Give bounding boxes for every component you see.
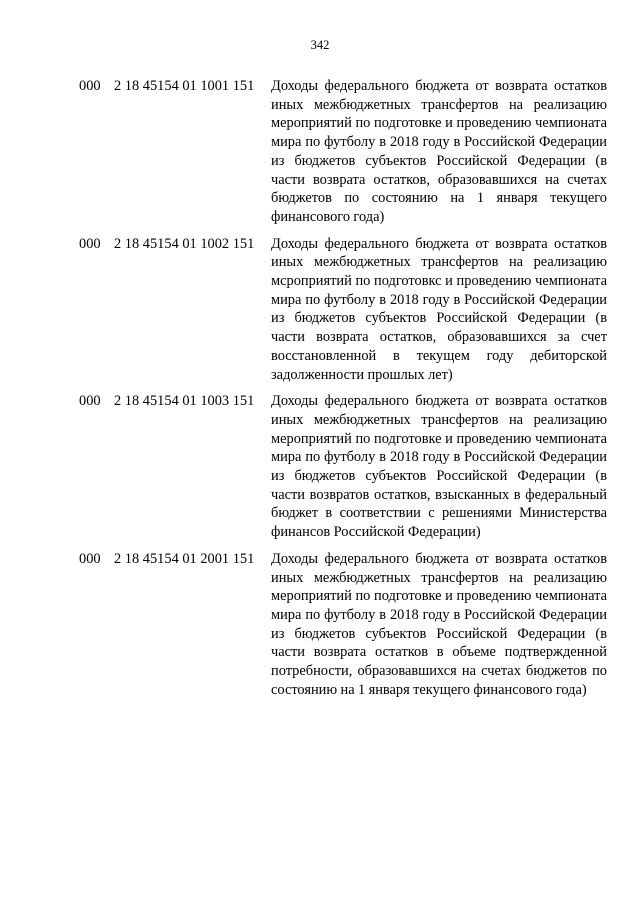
revenue-description: Доходы федерального бюджета от возврата остатков иных межбюджетных трансфертов на реализацию мероприятий по подготовке и проведению чемпионата мира по футболу в 2018 году в Российской Федерации из бюджетов субъектов Российской Федерации (в части возврата остатков, образовавшихся на счетах бюджетов по состоянию на 1 января текущего финансового года) xyxy=(271,78,607,225)
administrator-code: 000 xyxy=(79,550,101,567)
page-number: 342 xyxy=(310,38,330,52)
revenue-description: Доходы федерального бюджета от возврата остатков иных межбюджетных трансфертов на реализацию мсроприятий по подготовкс и проведению чемпионата мира по футболу в 2018 году в Российской Федерации из бюджетов субъектов Российской Федерации (в части возврата остатков, образовавшихся за счет восстановленной в текущем году дебиторской задолженности прошлых лет) xyxy=(271,235,607,383)
budget-classification-code: 2 18 45154 01 1001 151 xyxy=(114,78,255,94)
table-row xyxy=(0,392,640,542)
budget-classification-code: 2 18 45154 01 1003 151 xyxy=(114,393,255,410)
budget-classification-code: 2 18 45154 01 1002 151 xyxy=(114,235,255,252)
administrator-code: 000 xyxy=(79,235,101,252)
table-row xyxy=(0,550,640,700)
administrator-code: 000 xyxy=(79,393,101,410)
revenue-description: Доходы федерального бюджета от возврата остатков иных межбюджетных трансфертов на реализацию мероприятий по подготовке и проведению чемпионата мира по футболу в 2018 году в Российской Федерации из бюджетов субъектов Российской Федерации (в части возврата остатков в объеме подтвержденной потребности, образовавшихся на счетах бюджетов по состоянию на 1 января текущего финансового года) xyxy=(271,550,607,698)
administrator-code: 000 xyxy=(79,78,101,94)
budget-code-table xyxy=(0,77,640,708)
budget-classification-code: 2 18 45154 01 2001 151 xyxy=(114,550,255,567)
revenue-description: Доходы федерального бюджета от возврата остатков иных межбюджетных трансфертов на реализацию мероприятий по подготовке и проведению чемпионата мира по футболу в 2018 году в Российской Федерации из бюджетов субъектов Российской Федерации (в части возвратов остатков, взысканных в федеральный бюджет в соответствии с решениями Министерства финансов Российской Федерации) xyxy=(271,393,607,541)
table-row xyxy=(0,235,640,385)
table-row xyxy=(0,77,640,227)
